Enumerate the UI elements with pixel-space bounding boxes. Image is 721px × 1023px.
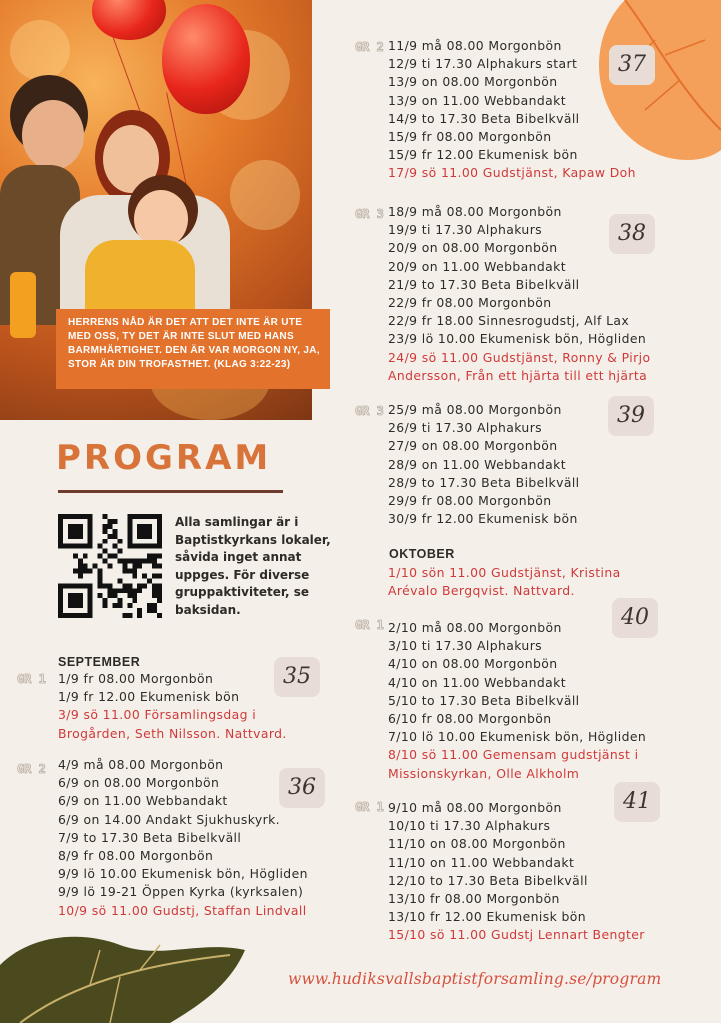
event-highlight: Brogården, Seth Nilsson. Nattvard. [58, 725, 287, 741]
event-item: 14/9 to 17.30 Beta Bibelkväll [388, 110, 580, 126]
week-block [388, 564, 621, 600]
event-item: 6/9 on 14.00 Andakt Sjukhuskyrk. [58, 811, 280, 827]
event-item: 7/9 to 17.30 Beta Bibelkväll [58, 829, 242, 845]
event-highlight: Arévalo Bergqvist. Nattvard. [388, 583, 575, 599]
week-block [58, 670, 287, 743]
red-balloon [92, 0, 166, 40]
event-item: 9/9 lö 19-21 Öppen Kyrka (kyrksalen) [58, 884, 304, 900]
event-item: 4/10 on 08.00 Morgonbön [388, 656, 558, 672]
week-number-badge: 40 [612, 598, 658, 638]
week-number-badge: 38 [609, 214, 655, 254]
week-number-badge: 36 [279, 768, 325, 808]
week-block [388, 799, 645, 945]
website-link[interactable]: www.hudiksvallsbaptistforsamling.se/program [288, 970, 662, 988]
event-item: 12/9 ti 17.30 Alphakurs start [388, 56, 578, 72]
week-block [388, 401, 580, 528]
event-item: 29/9 fr 08.00 Morgonbön [388, 493, 552, 509]
event-item: 11/9 må 08.00 Morgonbön [388, 38, 562, 53]
event-item: 19/9 ti 17.30 Alphakurs [388, 222, 543, 238]
event-item: 13/9 on 11.00 Webbandakt [388, 92, 566, 108]
event-highlight: 15/10 sö 11.00 Gudstj Lennart Bengter [388, 927, 645, 943]
event-item: 13/10 fr 12.00 Ekumenisk bön [388, 909, 586, 925]
page-title: PROGRAM [56, 438, 272, 478]
group-label: GR 1 [355, 800, 384, 814]
event-highlight: 10/9 sö 11.00 Gudstj, Staffan Lindvall [58, 902, 307, 918]
group-label: GR 2 [355, 40, 384, 54]
event-item: 11/10 on 08.00 Morgonbön [388, 836, 566, 852]
event-highlight: 17/9 sö 11.00 Gudstjänst, Kapaw Doh [388, 165, 636, 181]
event-item: 26/9 ti 17.30 Alphakurs [388, 420, 543, 436]
event-item: 6/9 on 08.00 Morgonbön [58, 775, 220, 791]
event-highlight: 24/9 sö 11.00 Gudstjänst, Ronny & Pirjo [388, 349, 651, 365]
info-text: Alla samlingar är i Baptistkyrkans lokaler, såvida inget annat uppges. För diverse gruppaktiviteter, se baksidan. [175, 515, 331, 617]
juice-bottle [10, 272, 36, 338]
event-highlight: 8/10 sö 11.00 Gemensam gudstjänst i [388, 747, 639, 763]
event-item: 7/10 lö 10.00 Ekumenisk bön, Högliden [388, 729, 647, 745]
event-item: 20/9 on 08.00 Morgonbön [388, 240, 558, 256]
event-item: 28/9 on 11.00 Webbandakt [388, 456, 566, 472]
event-item: 6/9 on 11.00 Webbandakt [58, 793, 228, 809]
event-highlight: 1/10 sön 11.00 Gudstjänst, Kristina [388, 565, 621, 580]
event-highlight: 3/9 sö 11.00 Församlingsdag i [58, 707, 257, 723]
event-item: 4/10 on 11.00 Webbandakt [388, 674, 566, 690]
group-label: GR 3 [355, 207, 384, 221]
event-item: 15/9 fr 08.00 Morgonbön [388, 129, 552, 145]
red-balloon [162, 4, 250, 114]
event-item: 12/10 to 17.30 Beta Bibelkväll [388, 872, 588, 888]
event-item: 13/9 on 08.00 Morgonbön [388, 74, 558, 90]
event-item: 5/10 to 17.30 Beta Bibelkväll [388, 692, 580, 708]
autumn-leaf-bottom-left [0, 925, 250, 1023]
event-item: 3/10 ti 17.30 Alphakurs [388, 638, 543, 654]
group-label: GR 2 [17, 762, 46, 776]
qr-code[interactable] [58, 514, 162, 618]
week-number-badge: 41 [614, 782, 660, 822]
event-highlight: Missionskyrkan, Olle Alkholm [388, 765, 580, 781]
month-heading-oktober: OKTOBER [389, 547, 455, 561]
bible-quote: HERRENS NÅD ÄR DET ATT DET INTE ÄR UTE MED OSS, TY DET ÄR INTE SLUT MED HANS BARMHÄRTIGHET. DEN ÄR VAR MORGON NY, JA, STOR ÄR DIN TROFASTHET. (KLAG 3:22-23) [56, 309, 330, 389]
event-item: 25/9 må 08.00 Morgonbön [388, 402, 562, 417]
event-highlight: Andersson, Från ett hjärta till ett hjärta [388, 367, 648, 383]
title-divider [58, 490, 283, 493]
month-heading-september: SEPTEMBER [58, 655, 141, 669]
event-item: 23/9 lö 10.00 Ekumenisk bön, Högliden [388, 331, 647, 347]
event-item: 4/9 må 08.00 Morgonbön [58, 757, 224, 772]
event-item: 9/10 må 08.00 Morgonbön [388, 800, 562, 815]
event-item: 11/10 on 11.00 Webbandakt [388, 854, 575, 870]
week-block [388, 37, 636, 183]
event-item: 15/9 fr 12.00 Ekumenisk bön [388, 147, 578, 163]
event-item: 27/9 on 08.00 Morgonbön [388, 438, 558, 454]
event-item: 1/9 fr 08.00 Morgonbön [58, 671, 214, 686]
event-item: 1/9 fr 12.00 Ekumenisk bön [58, 689, 240, 705]
week-number-badge: 35 [274, 657, 320, 697]
event-item: 18/9 må 08.00 Morgonbön [388, 204, 562, 219]
week-number-badge: 39 [608, 396, 654, 436]
event-item: 10/10 ti 17.30 Alphakurs [388, 818, 551, 834]
event-item: 9/9 lö 10.00 Ekumenisk bön, Högliden [58, 866, 308, 882]
event-item: 21/9 to 17.30 Beta Bibelkväll [388, 276, 580, 292]
event-item: 28/9 to 17.30 Beta Bibelkväll [388, 474, 580, 490]
group-label: GR 1 [17, 672, 46, 686]
event-item: 2/10 må 08.00 Morgonbön [388, 620, 562, 635]
week-number-badge: 37 [609, 45, 655, 85]
group-label: GR 3 [355, 404, 384, 418]
event-item: 30/9 fr 12.00 Ekumenisk bön [388, 511, 578, 527]
event-item: 8/9 fr 08.00 Morgonbön [58, 848, 214, 864]
event-item: 22/9 fr 08.00 Morgonbön [388, 295, 552, 311]
event-item: 6/10 fr 08.00 Morgonbön [388, 711, 552, 727]
event-item: 20/9 on 11.00 Webbandakt [388, 258, 566, 274]
week-block [58, 756, 308, 920]
event-item: 22/9 fr 18.00 Sinnesrogudstj, Alf Lax [388, 313, 630, 329]
week-block [388, 619, 646, 783]
event-item: 13/10 fr 08.00 Morgonbön [388, 891, 560, 907]
group-label: GR 1 [355, 618, 384, 632]
